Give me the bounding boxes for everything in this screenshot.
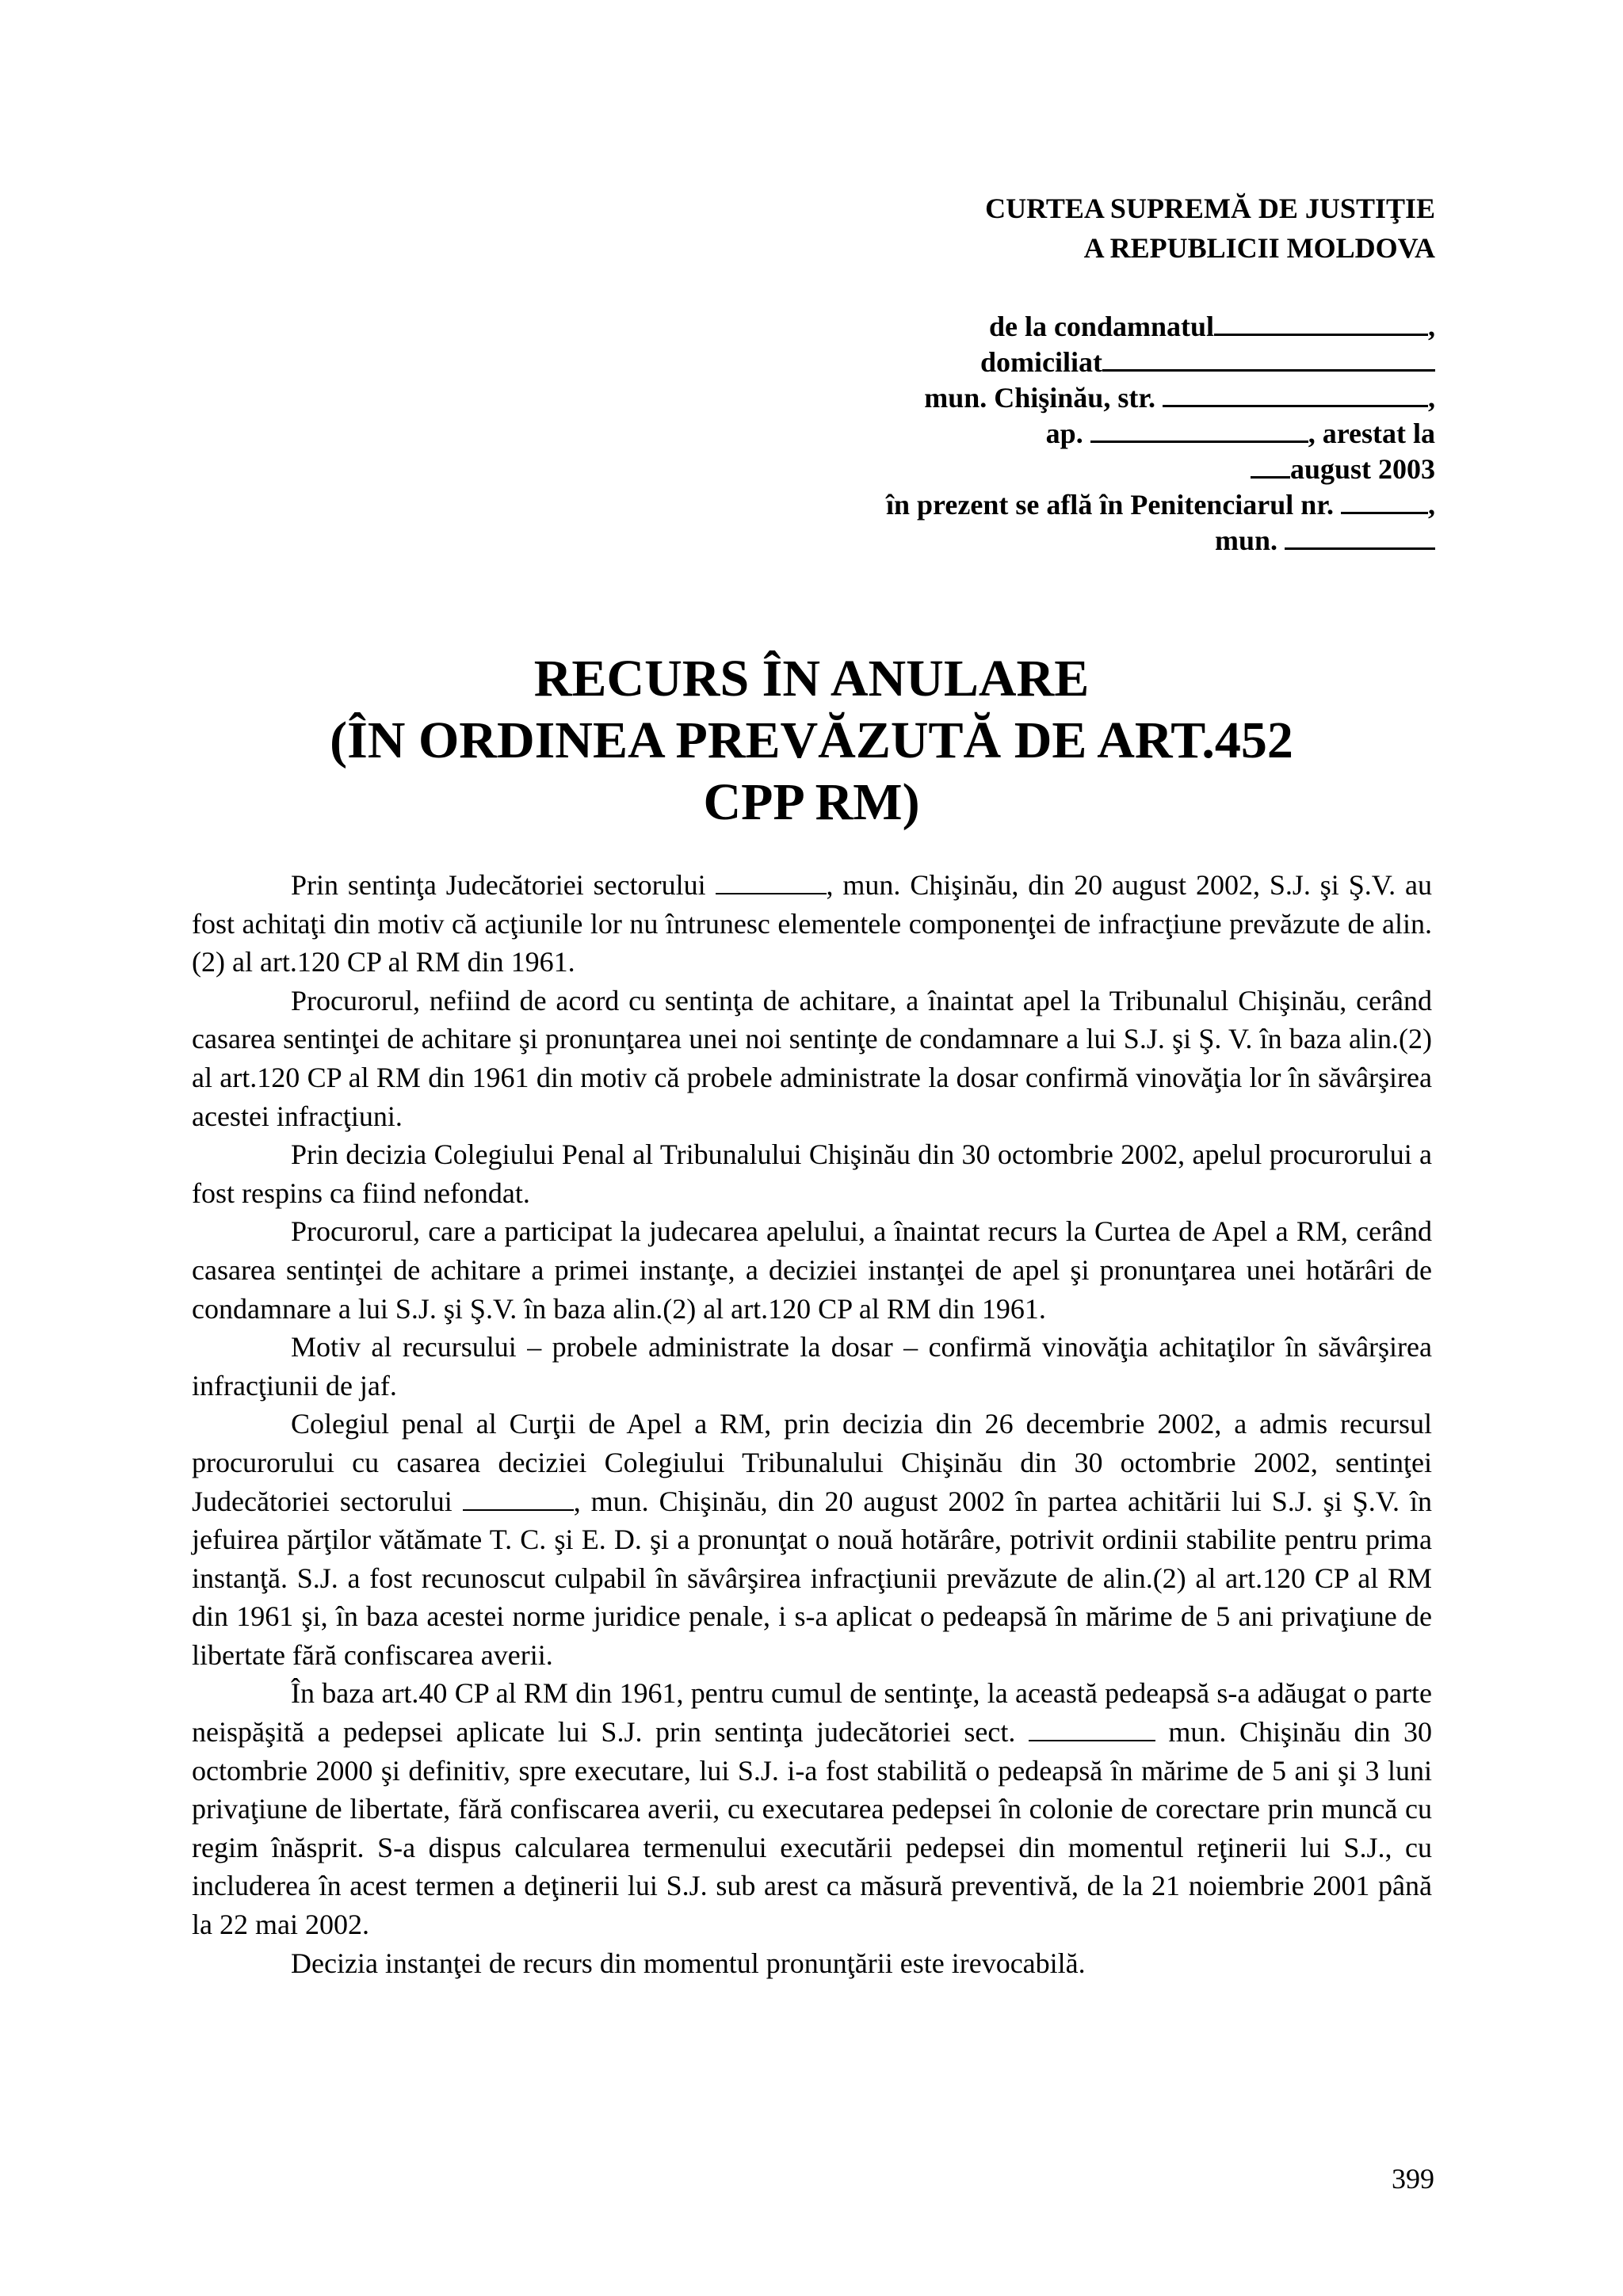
paragraph-7: În baza art.40 CP al RM din 1961, pentru cumul de sentinţe, la această pedeapsă s-a adăugat o parte neispăşită a pedepsei aplicate lui S.J. prin sentinţa judecătoriei sect. mun. Chişinău din 30 octombrie 2000 şi definitiv, spre executare, lui S.J. i-a fost stabilită o pedeapsă în mărime de 5 ani şi 3 luni privaţiune de libertate, fără confiscarea averii, cu executarea pedepsei în colonie de corectare prin muncă cu regim înăsprit. S-a dispus calcularea termenului executării pedepsei din momentul reţinerii lui S.J., cu includerea în acest termen a deţinerii lui S.J. sub arest ca măsură preventivă, de la 21 noiembrie 2001 până la 22 mai 2002. (192, 1677, 1432, 1941)
arrested-label: , arestat la (1308, 418, 1435, 449)
paragraph-6: Colegiul penal al Curţii de Apel a RM, prin decizia din 26 decembrie 2002, a admis recursul procurorului cu casarea deciziei Colegiului Tribunalului Chişinău din 30 octombrie 2002, sentinţei Judecătoriei sectorului , mun. Chişinău, din 20 august 2002 în partea achitării lui S.J. şi Ş.V. în jefuirea părţilor vătămate T. C. şi E. D. şi a pronunţat o nouă hotărâre, potrivit ordinii stabilite pentru prima instanţă. S.J. a fost recunoscut culpabil în săvârşirea infracţiunii prevăzute de alin.(2) al art.120 CP al RM din 1961 şi, în baza acestei norme juridice penale, i s-a aplicat o pedeapsă în mărime de 5 ani privaţiune de libertate fără confiscarea averii. (192, 1408, 1432, 1671)
sector-blank-2 (463, 1489, 574, 1511)
domicile-label: domiciliat (980, 346, 1102, 378)
paragraph-2: Procurorul, nefiind de acord cu sentinţa de achitare, a înaintat apel la Tribunalul Chişinău, cerând casarea sentinţei de achitare şi pronunţarea unei noi sentinţe de condamnare a lui S.J. şi Ş. V. în baza alin.(2) al art.120 CP al RM din 1961 din motiv că probele administrate la dosar confirmă vinovăţia lor în săvârşirea acestei infracţiuni. (192, 984, 1432, 1132)
convict-label: de la condamnatul (988, 311, 1214, 342)
street-comma: , (1428, 382, 1435, 414)
paragraph-8: Decizia instanţei de recurs din momentul pronunţării este irevocabilă. (291, 1947, 1086, 1979)
sender-block (886, 309, 1435, 559)
prison-label: în prezent se află în Penitenciarul nr. (886, 489, 1334, 521)
sender-domicile-line (886, 345, 1435, 380)
sector-blank (716, 872, 827, 894)
domicile-blank (1102, 345, 1435, 372)
convict-comma: , (1428, 311, 1435, 342)
apartment-label: ap. (1045, 418, 1083, 449)
page-number: 399 (1392, 2163, 1434, 2195)
prison-comma: , (1428, 489, 1435, 521)
sender-street-line (886, 380, 1435, 416)
document-title (0, 648, 1623, 833)
document-body (192, 866, 1432, 1982)
title-line-1: RECURS ÎN ANULARE (533, 650, 1090, 707)
court-name: CURTEA SUPREMĂ DE JUSTIŢIE (985, 193, 1435, 224)
arrest-date-suffix: august 2003 (1289, 453, 1435, 485)
prison-number-blank (1341, 488, 1428, 514)
sender-convict-line (886, 309, 1435, 345)
paragraph-3: Prin decizia Colegiului Penal al Tribunalului Chişinău din 30 octombrie 2002, apelul procurorului a fost respins ca fiind nefondat. (192, 1138, 1432, 1209)
arrest-day-blank (1251, 452, 1290, 479)
title-line-2: (ÎN ORDINEA PREVĂZUTĂ DE ART.452 (330, 711, 1293, 769)
sector-blank-3 (1029, 1719, 1155, 1741)
city-blank (1285, 524, 1435, 550)
city-street-label: mun. Chişinău, str. (924, 382, 1155, 414)
court-country: A REPUBLICII MOLDOVA (1083, 232, 1435, 264)
paragraph-1: Prin sentinţa Judecătoriei sectorului , mun. Chişinău, din 20 august 2002, S.J. şi Ş.V. au fost achitaţi din motiv că acţiunile lor nu întrunesc elementele componenţei de infracţiune prevăzute de alin.(2) al art.120 CP al RM din 1961. (192, 869, 1432, 978)
paragraph-5: Motiv al recursului – probele administrate la dosar – confirmă vinovăţia achitaţilor în săvârşirea infracţiunii de jaf. (192, 1331, 1432, 1402)
convict-name-blank (1214, 310, 1428, 336)
city-label: mun. (1214, 524, 1277, 556)
sender-apartment-line (886, 416, 1435, 452)
addressee-block (985, 189, 1435, 268)
sender-city-line (886, 523, 1435, 559)
sender-arrest-date-line (886, 452, 1435, 487)
apartment-blank (1090, 417, 1308, 443)
paragraph-4: Procurorul, care a participat la judecarea apelului, a înaintat recurs la Curtea de Apel a RM, cerând casarea sentinţei de achitare a primei instanţe, a deciziei instanţei de apel şi pronunţarea unei hotărâri de condamnare a lui S.J. şi Ş.V. în baza alin.(2) al art.120 CP al RM din 1961. (192, 1215, 1432, 1325)
title-line-3: CPP RM) (703, 773, 920, 831)
sender-prison-line (886, 487, 1435, 523)
street-blank (1163, 381, 1428, 407)
